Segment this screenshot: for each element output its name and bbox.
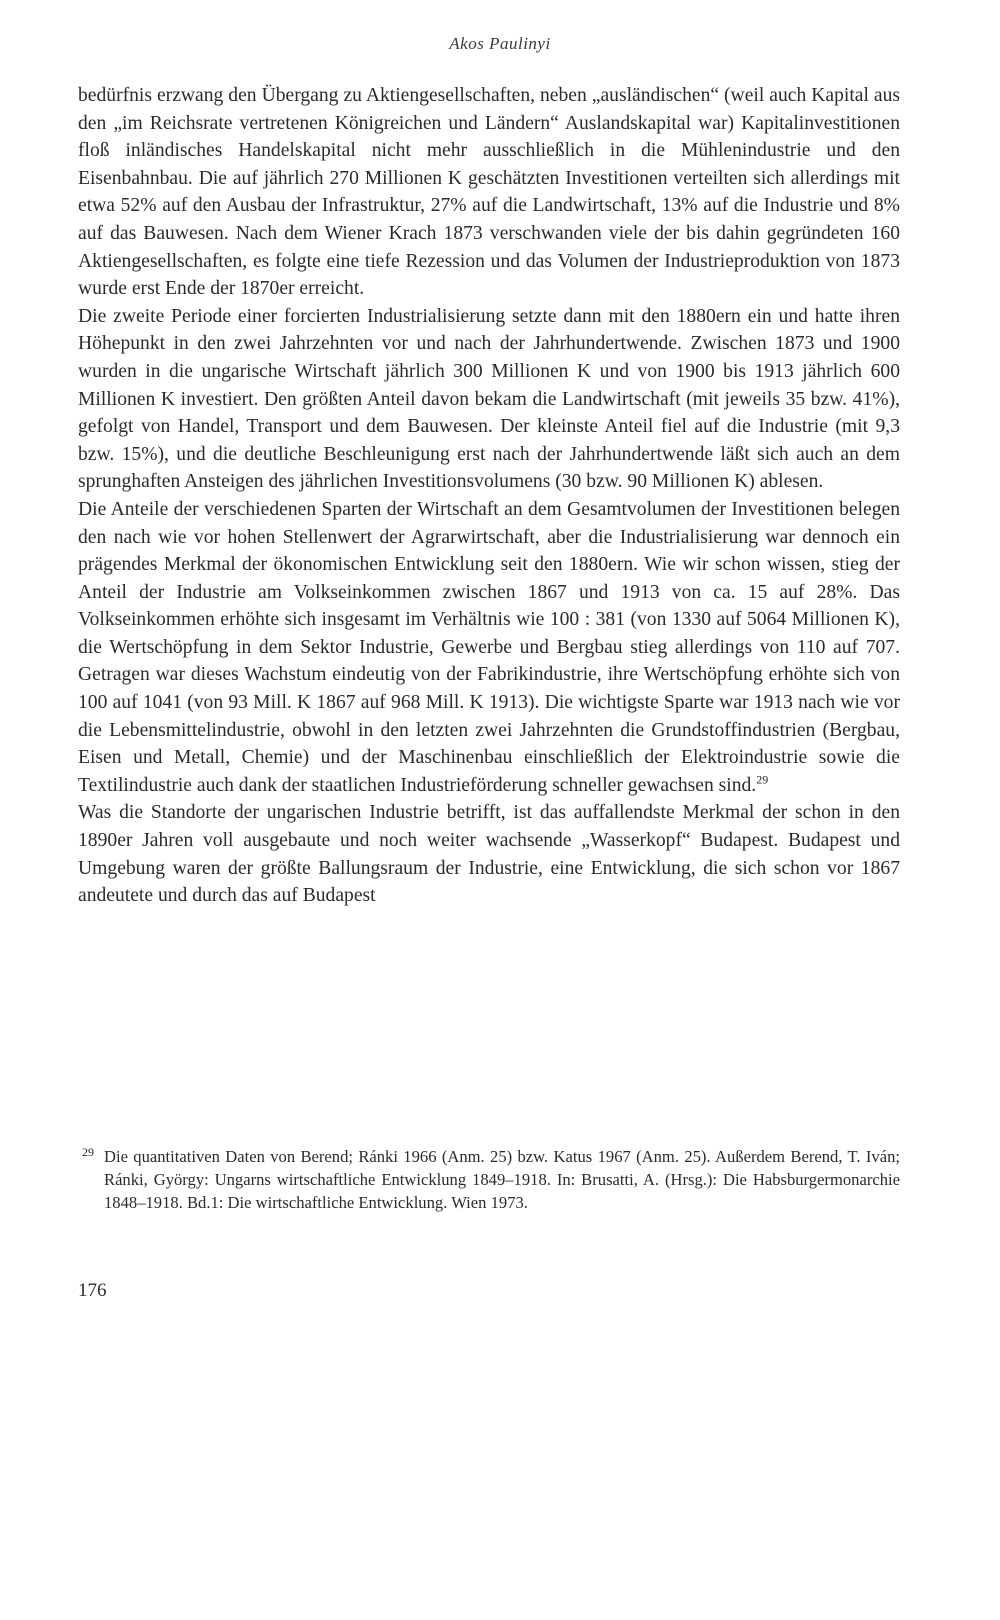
paragraph-1: bedürfnis erzwang den Übergang zu Aktiengesellschaften, neben „ausländischen“ (weil auch Kapital aus den „im Reichsrate vertretenen Königreichen und Ländern“ Auslandskapital war) Kapitalinvestitionen floß inländisches Handelskapital nicht mehr ausschließlich in die Mühlenindustrie und den Eisenbahnbau. Die auf jährlich 270 Millionen K geschätzten Investitionen verteilten sich allerdings mit etwa 52% auf den Ausbau der Infrastruktur, 27% auf die Landwirtschaft, 13% auf die Industrie und 8% auf das Bauwesen. Nach dem Wiener Krach 1873 verschwanden viele der bis dahin gegründeten 160 Aktiengesellschaften, es folgte eine tiefe Rezession und das Volumen der Industrieproduktion von 1873 wurde erst Ende der 1870er erreicht. — [78, 85, 900, 300]
running-head: Akos Paulinyi — [449, 34, 551, 53]
paragraph-4: Was die Standorte der ungarischen Industrie betrifft, ist das auffallendste Merkmal der schon in den 1890er Jahren voll ausgebaute und noch weiter wachsende „Wasserkopf“ Budapest. Budapest und Umgebung waren der größte Ballungsraum der Industrie, eine Entwicklung, die sich schon vor 1867 andeutete und durch das auf Budapest — [78, 802, 900, 907]
footnote-text: Die quantitativen Daten von Berend; Ránki 1966 (Anm. 25) bzw. Katus 1967 (Anm. 25). Außerdem Berend, T. Iván; Ránki, György: Ungarns wirtschaftliche Entwicklung 1849–1918. In: Brusatti, A. (Hrsg.): Die Habsburgermonarchie 1848–1918. Bd.1: Die wirtschaftliche Entwicklung. Wien 1973. — [104, 1147, 900, 1213]
footnote-29 — [78, 1145, 900, 1215]
page-number: 176 — [78, 1280, 107, 1301]
paragraph-2: Die zweite Periode einer forcierten Industrialisierung setzte dann mit den 1880ern ein und hatte ihren Höhepunkt in den zwei Jahrzehnten vor und nach der Jahrhundertwende. Zwischen 1873 und 1900 wurden in die ungarische Wirtschaft jährlich 300 Millionen K und von 1900 bis 1913 jährlich 600 Millionen K investiert. Den größten Anteil davon bekam die Landwirtschaft (mit jeweils 35 bzw. 41%), gefolgt von Handel, Transport und dem Bauwesen. Der kleinste Anteil fiel auf die Industrie (mit 9,3 bzw. 15%), und die deutliche Beschleunigung erst nach der Jahrhundertwende läßt sich auch an dem sprunghaften Ansteigen des jährlichen Investitionsvolumens (30 bzw. 90 Millionen K) ablesen. — [78, 305, 900, 493]
paragraph-3 — [78, 496, 900, 800]
body-text — [78, 82, 900, 910]
footnote-reference[interactable]: 29 — [756, 772, 769, 787]
paragraph-3-text: Die Anteile der verschiedenen Sparten der Wirtschaft an dem Gesamtvolumen der Investitionen belegen den nach wie vor hohen Stellenwert der Agrarwirtschaft, aber die Industrialisierung war dennoch ein prägendes Merkmal der ökonomischen Entwicklung seit den 1880ern. Wie wir schon wissen, stieg der Anteil der Industrie am Volkseinkommen zwischen 1867 und 1913 von ca. 15 auf 28%. Das Volkseinkommen erhöhte sich insgesamt im Verhältnis wie 100 : 381 (von 1330 auf 5064 Millionen K), die Wertschöpfung in dem Sektor Industrie, Gewerbe und Bergbau stieg allerdings von 110 auf 707. Getragen war dieses Wachstum eindeutig von der Fabrikindustrie, ihre Wertschöpfung erhöhte sich von 100 auf 1041 (von 93 Mill. K 1867 auf 968 Mill. K 1913). Die wichtigste Sparte war 1913 nach wie vor die Lebensmittelindustrie, obwohl in den letzten zwei Jahrzehnten die Grundstoffindustrien (Bergbau, Eisen und Metall, Chemie) und der Maschinenbau einschließlich der Elektroindustrie sowie die Textilindustrie auch dank der staatlichen Industrieförderung schneller gewachsen sind. — [78, 498, 900, 796]
footnote-mark: 29 — [82, 1145, 94, 1159]
footnotes — [78, 1145, 900, 1215]
